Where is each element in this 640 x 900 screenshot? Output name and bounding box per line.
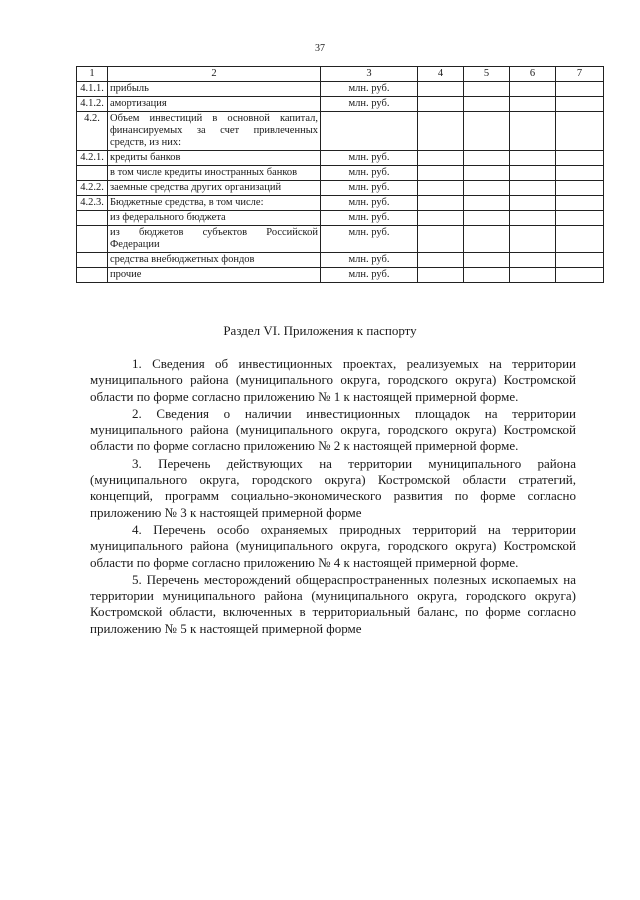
- empty-cell: [510, 166, 556, 181]
- row-name: прибыль: [108, 82, 321, 97]
- row-unit: млн. руб.: [321, 97, 418, 112]
- row-unit: млн. руб.: [321, 268, 418, 283]
- empty-cell: [464, 196, 510, 211]
- row-number: 4.1.2.: [77, 97, 108, 112]
- column-header: 6: [510, 67, 556, 82]
- row-name: заемные средства других организаций: [108, 181, 321, 196]
- empty-cell: [556, 268, 604, 283]
- table-body: [77, 67, 604, 283]
- table-header-row: [77, 67, 604, 82]
- empty-cell: [464, 112, 510, 151]
- empty-cell: [418, 211, 464, 226]
- empty-cell: [556, 82, 604, 97]
- appendix-paragraph: 3. Перечень действующих на территории муниципального района (муниципального округа, городского округа) Костромской области стратегий, концепций, программ социально-экономического развития по форме согласно приложению № 3 к настоящей примерной форме: [90, 455, 576, 520]
- empty-cell: [510, 211, 556, 226]
- empty-cell: [510, 82, 556, 97]
- table-row: [77, 97, 604, 112]
- row-unit: млн. руб.: [321, 166, 418, 181]
- row-name: кредиты банков: [108, 151, 321, 166]
- row-number: [77, 226, 108, 253]
- row-name: из федерального бюджета: [108, 211, 321, 226]
- empty-cell: [556, 112, 604, 151]
- row-name: Объем инвестиций в основной капитал, финансируемых за счет привлеченных средств, из них:: [108, 112, 321, 151]
- appendix-paragraph: 2. Сведения о наличии инвестиционных площадок на территории муниципального района (муниципального округа, городского округа) Костромской области по форме согласно приложению № 2 к настоящей примерной форме.: [90, 405, 576, 454]
- row-unit: млн. руб.: [321, 211, 418, 226]
- table-row: [77, 211, 604, 226]
- row-name: прочие: [108, 268, 321, 283]
- row-unit: млн. руб.: [321, 82, 418, 97]
- empty-cell: [510, 196, 556, 211]
- table-row: [77, 253, 604, 268]
- row-unit: млн. руб.: [321, 181, 418, 196]
- empty-cell: [464, 226, 510, 253]
- empty-cell: [556, 226, 604, 253]
- empty-cell: [418, 166, 464, 181]
- row-number: [77, 268, 108, 283]
- table-row: [77, 82, 604, 97]
- row-unit: млн. руб.: [321, 151, 418, 166]
- appendix-list: [90, 356, 576, 638]
- row-name: из бюджетов субъектов Российской Федерации: [108, 226, 321, 253]
- row-unit: [321, 112, 418, 151]
- row-number: 4.2.3.: [77, 196, 108, 211]
- empty-cell: [510, 181, 556, 196]
- row-number: [77, 253, 108, 268]
- row-name: в том числе кредиты иностранных банков: [108, 166, 321, 181]
- empty-cell: [556, 97, 604, 112]
- table-row: [77, 166, 604, 181]
- row-number: 4.2.: [77, 112, 108, 151]
- appendix-paragraph: 4. Перечень особо охраняемых природных территорий на территории муниципального района (муниципального округа, городского округа) Костромской области по форме согласно приложению № 4 к настоящей примерной форме.: [90, 521, 576, 570]
- empty-cell: [418, 112, 464, 151]
- empty-cell: [418, 97, 464, 112]
- row-number: [77, 211, 108, 226]
- table-row: [77, 181, 604, 196]
- investment-table: [76, 66, 604, 283]
- empty-cell: [510, 226, 556, 253]
- empty-cell: [510, 151, 556, 166]
- empty-cell: [418, 196, 464, 211]
- empty-cell: [556, 196, 604, 211]
- table-row: [77, 151, 604, 166]
- row-unit: млн. руб.: [321, 253, 418, 268]
- row-unit: млн. руб.: [321, 226, 418, 253]
- empty-cell: [464, 253, 510, 268]
- section-title: Раздел VI. Приложения к паспорту: [223, 323, 417, 338]
- empty-cell: [510, 112, 556, 151]
- column-header: 7: [556, 67, 604, 82]
- empty-cell: [464, 82, 510, 97]
- empty-cell: [464, 151, 510, 166]
- empty-cell: [510, 268, 556, 283]
- appendix-paragraph: 5. Перечень месторождений общераспространенных полезных ископаемых на территории муниципального района (муниципального округа, городского округа) Костромской области, включенных в территориальный баланс, по форме согласно приложению № 5 к настоящей примерной форме: [90, 571, 576, 636]
- empty-cell: [418, 82, 464, 97]
- appendix-paragraph: 1. Сведения об инвестиционных проектах, реализуемых на территории муниципального района (муниципального округа, городского округа) Костромской области по форме согласно приложению № 1 к настоящей примерной форме.: [90, 356, 576, 404]
- empty-cell: [418, 181, 464, 196]
- empty-cell: [464, 97, 510, 112]
- empty-cell: [556, 211, 604, 226]
- table-row: [77, 226, 604, 253]
- empty-cell: [556, 181, 604, 196]
- empty-cell: [464, 166, 510, 181]
- column-header: 2: [108, 67, 321, 82]
- table-row: [77, 112, 604, 151]
- row-unit: млн. руб.: [321, 196, 418, 211]
- empty-cell: [464, 268, 510, 283]
- empty-cell: [510, 253, 556, 268]
- row-number: 4.2.1.: [77, 151, 108, 166]
- page-number: 37: [315, 43, 325, 54]
- empty-cell: [418, 253, 464, 268]
- empty-cell: [556, 166, 604, 181]
- empty-cell: [418, 226, 464, 253]
- column-header: 4: [418, 67, 464, 82]
- row-name: амортизация: [108, 97, 321, 112]
- empty-cell: [418, 268, 464, 283]
- empty-cell: [464, 211, 510, 226]
- empty-cell: [418, 151, 464, 166]
- column-header: 1: [77, 67, 108, 82]
- table-row: [77, 268, 604, 283]
- row-number: 4.2.2.: [77, 181, 108, 196]
- empty-cell: [556, 253, 604, 268]
- table-row: [77, 196, 604, 211]
- empty-cell: [556, 151, 604, 166]
- row-name: средства внебюджетных фондов: [108, 253, 321, 268]
- row-number: [77, 166, 108, 181]
- empty-cell: [464, 181, 510, 196]
- empty-cell: [510, 97, 556, 112]
- column-header: 5: [464, 67, 510, 82]
- row-number: 4.1.1.: [77, 82, 108, 97]
- row-name: Бюджетные средства, в том числе:: [108, 196, 321, 211]
- column-header: 3: [321, 67, 418, 82]
